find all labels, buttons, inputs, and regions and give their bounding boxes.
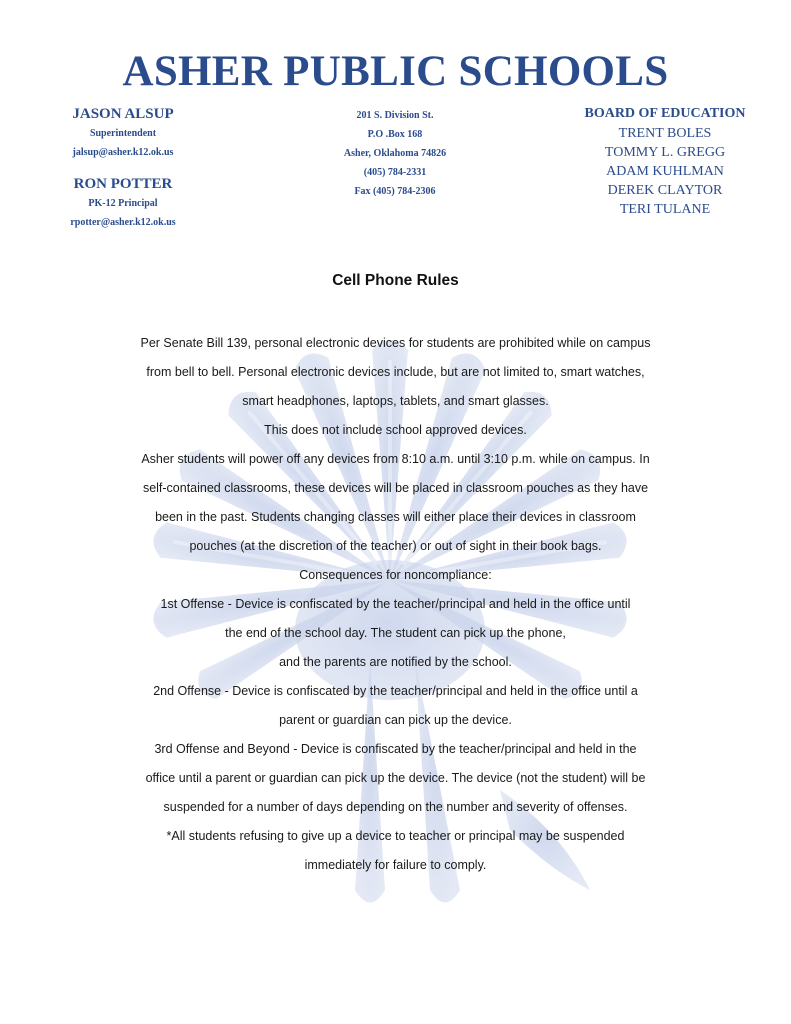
document-title: Cell Phone Rules [332, 272, 459, 289]
body-line: self-contained classrooms, these devices will be placed in classroom pouches as they have [142, 481, 649, 495]
body-line: Asher students will power off any devices from 8:10 a.m. until 3:10 p.m. while on campus. In [141, 452, 650, 466]
body-line: 2nd Offense - Device is confiscated by the teacher/principal and held in the office until a [153, 684, 638, 698]
body-line: Per Senate Bill 139, personal electronic devices for students are prohibited while on campus [140, 336, 651, 350]
body-line: 3rd Offense and Beyond - Device is confiscated by the teacher/principal and held in the [154, 742, 637, 756]
street-address: 201 S. Division St. [356, 110, 434, 121]
board-member: TRENT BOLES [618, 126, 712, 141]
fax-number: Fax (405) 784-2306 [354, 186, 436, 197]
body-line: suspended for a number of days depending on the number and severity of offenses. [163, 800, 628, 814]
board-title: BOARD OF EDUCATION [584, 106, 746, 121]
body-line: office until a parent or guardian can pick up the device. The device (not the student) will be [145, 771, 646, 785]
body-line: and the parents are notified by the school. [279, 655, 512, 669]
board-member: TOMMY L. GREGG [604, 145, 726, 160]
principal-title: PK-12 Principal [88, 198, 158, 209]
body-line: pouches (at the discretion of the teacher) or out of sight in their book bags. [189, 539, 602, 553]
school-name-heading: ASHER PUBLIC SCHOOLS [122, 48, 669, 95]
po-box: P.O .Box 168 [367, 129, 423, 140]
body-line: smart headphones, laptops, tablets, and smart glasses. [242, 394, 549, 408]
board-member: DEREK CLAYTOR [607, 183, 723, 198]
body-line: the end of the school day. The student can pick up the phone, [225, 626, 566, 640]
phone-number: (405) 784-2331 [363, 167, 427, 178]
body-line: *All students refusing to give up a device to teacher or principal may be suspended [166, 829, 625, 843]
body-line: been in the past. Students changing classes will either place their devices in classroom [155, 510, 636, 524]
superintendent-title: Superintendent [89, 128, 157, 139]
board-member: ADAM KUHLMAN [606, 164, 724, 179]
principal-name: RON POTTER [73, 176, 173, 192]
body-line: This does not include school approved devices. [264, 423, 527, 437]
body-line: Consequences for noncompliance: [299, 568, 492, 582]
superintendent-name: JASON ALSUP [72, 106, 174, 122]
administration-column [28, 104, 218, 232]
superintendent-email: jalsup@asher.k12.ok.us [72, 147, 174, 158]
board-member: TERI TULANE [619, 202, 711, 217]
board-column [570, 104, 760, 219]
body-line: parent or guardian can pick up the device. [279, 713, 512, 727]
body-line: immediately for failure to comply. [304, 858, 487, 872]
city-state-zip: Asher, Oklahoma 74826 [343, 148, 447, 159]
body-line: 1st Offense - Device is confiscated by the teacher/principal and held in the office until [160, 597, 631, 611]
address-column [300, 106, 490, 201]
rules-body [100, 329, 691, 880]
principal-email: rpotter@asher.k12.ok.us [70, 217, 176, 228]
body-line: from bell to bell. Personal electronic devices include, but are not limited to, smart watches, [146, 365, 645, 379]
